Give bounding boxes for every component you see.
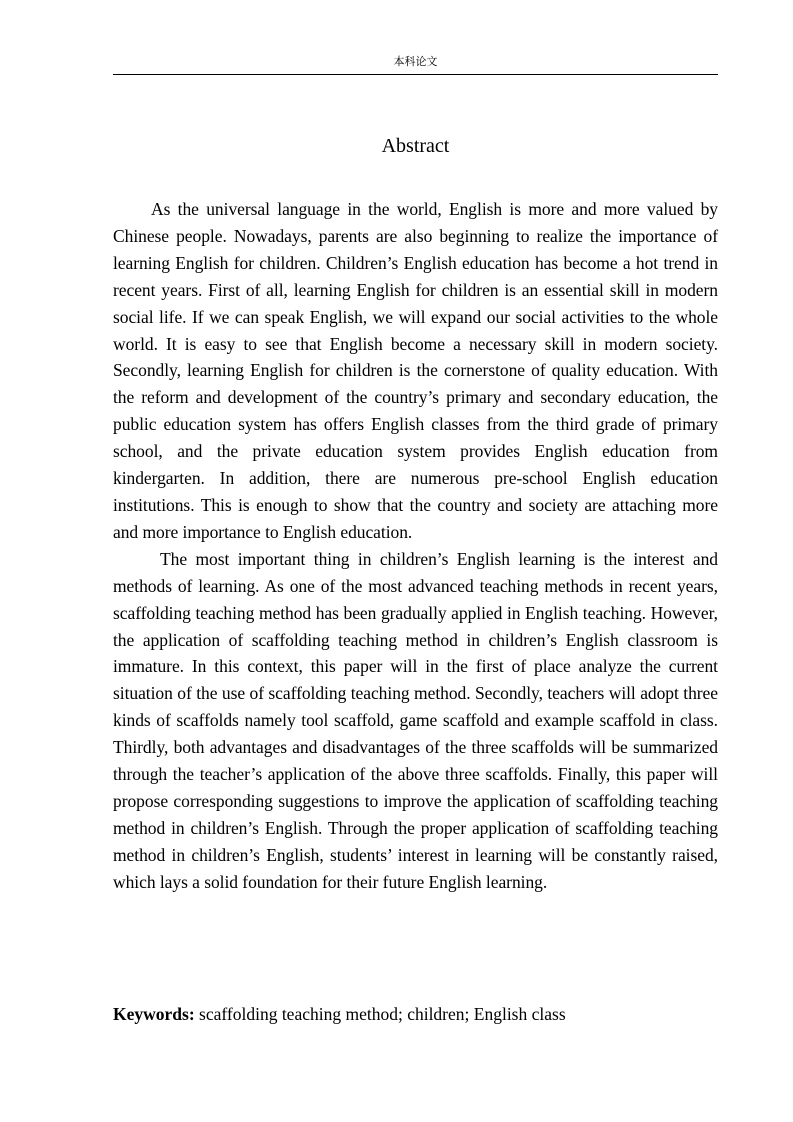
- abstract-paragraph-1: As the universal language in the world, English is more and more valued by Chinese people. Nowadays, parents are also beginning to realize the importance of learning English for children. Children’s English education has become a hot trend in recent years. First of all, learning English for children is an essential skill in modern social life. If we can speak English, we will expand our social activities to the whole world. It is easy to see that English become a necessary skill in modern society. Secondly, learning English for children is the cornerstone of quality education. With the reform and development of the country’s primary and secondary education, the public education system has offers English classes from the third grade of primary school, and the private education system provides English education from kindergarten. In addition, there are numerous pre-school English education institutions. This is enough to show that the country and society are attaching more and more importance to English education.: [113, 199, 718, 542]
- running-title: 本科论文: [393, 55, 438, 68]
- keywords-text: scaffolding teaching method; children; English class: [199, 1004, 566, 1024]
- page-header: [113, 52, 718, 75]
- abstract-title: Abstract: [381, 135, 450, 157]
- abstract-body: [113, 196, 718, 896]
- abstract-paragraph-2: The most important thing in children’s English learning is the interest and methods of learning. As one of the most advanced teaching methods in recent years, scaffolding teaching method has been gradually applied in English teaching. However, the application of scaffolding teaching method in children’s English classroom is immature. In this context, this paper will in the first of place analyze the current situation of the use of scaffolding teaching method. Secondly, teachers will adopt three kinds of scaffolds namely tool scaffold, game scaffold and example scaffold in class. Thirdly, both advantages and disadvantages of the three scaffolds will be summarized through the teacher’s application of the above three scaffolds. Finally, this paper will propose corresponding suggestions to improve the application of scaffolding teaching method in children’s English. Through the proper application of scaffolding teaching method in children’s English, students’ interest in learning will be constantly raised, which lays a solid foundation for their future English learning.: [113, 548, 718, 892]
- keywords-line: [113, 1001, 718, 1027]
- keywords-label: Keywords:: [113, 1004, 195, 1024]
